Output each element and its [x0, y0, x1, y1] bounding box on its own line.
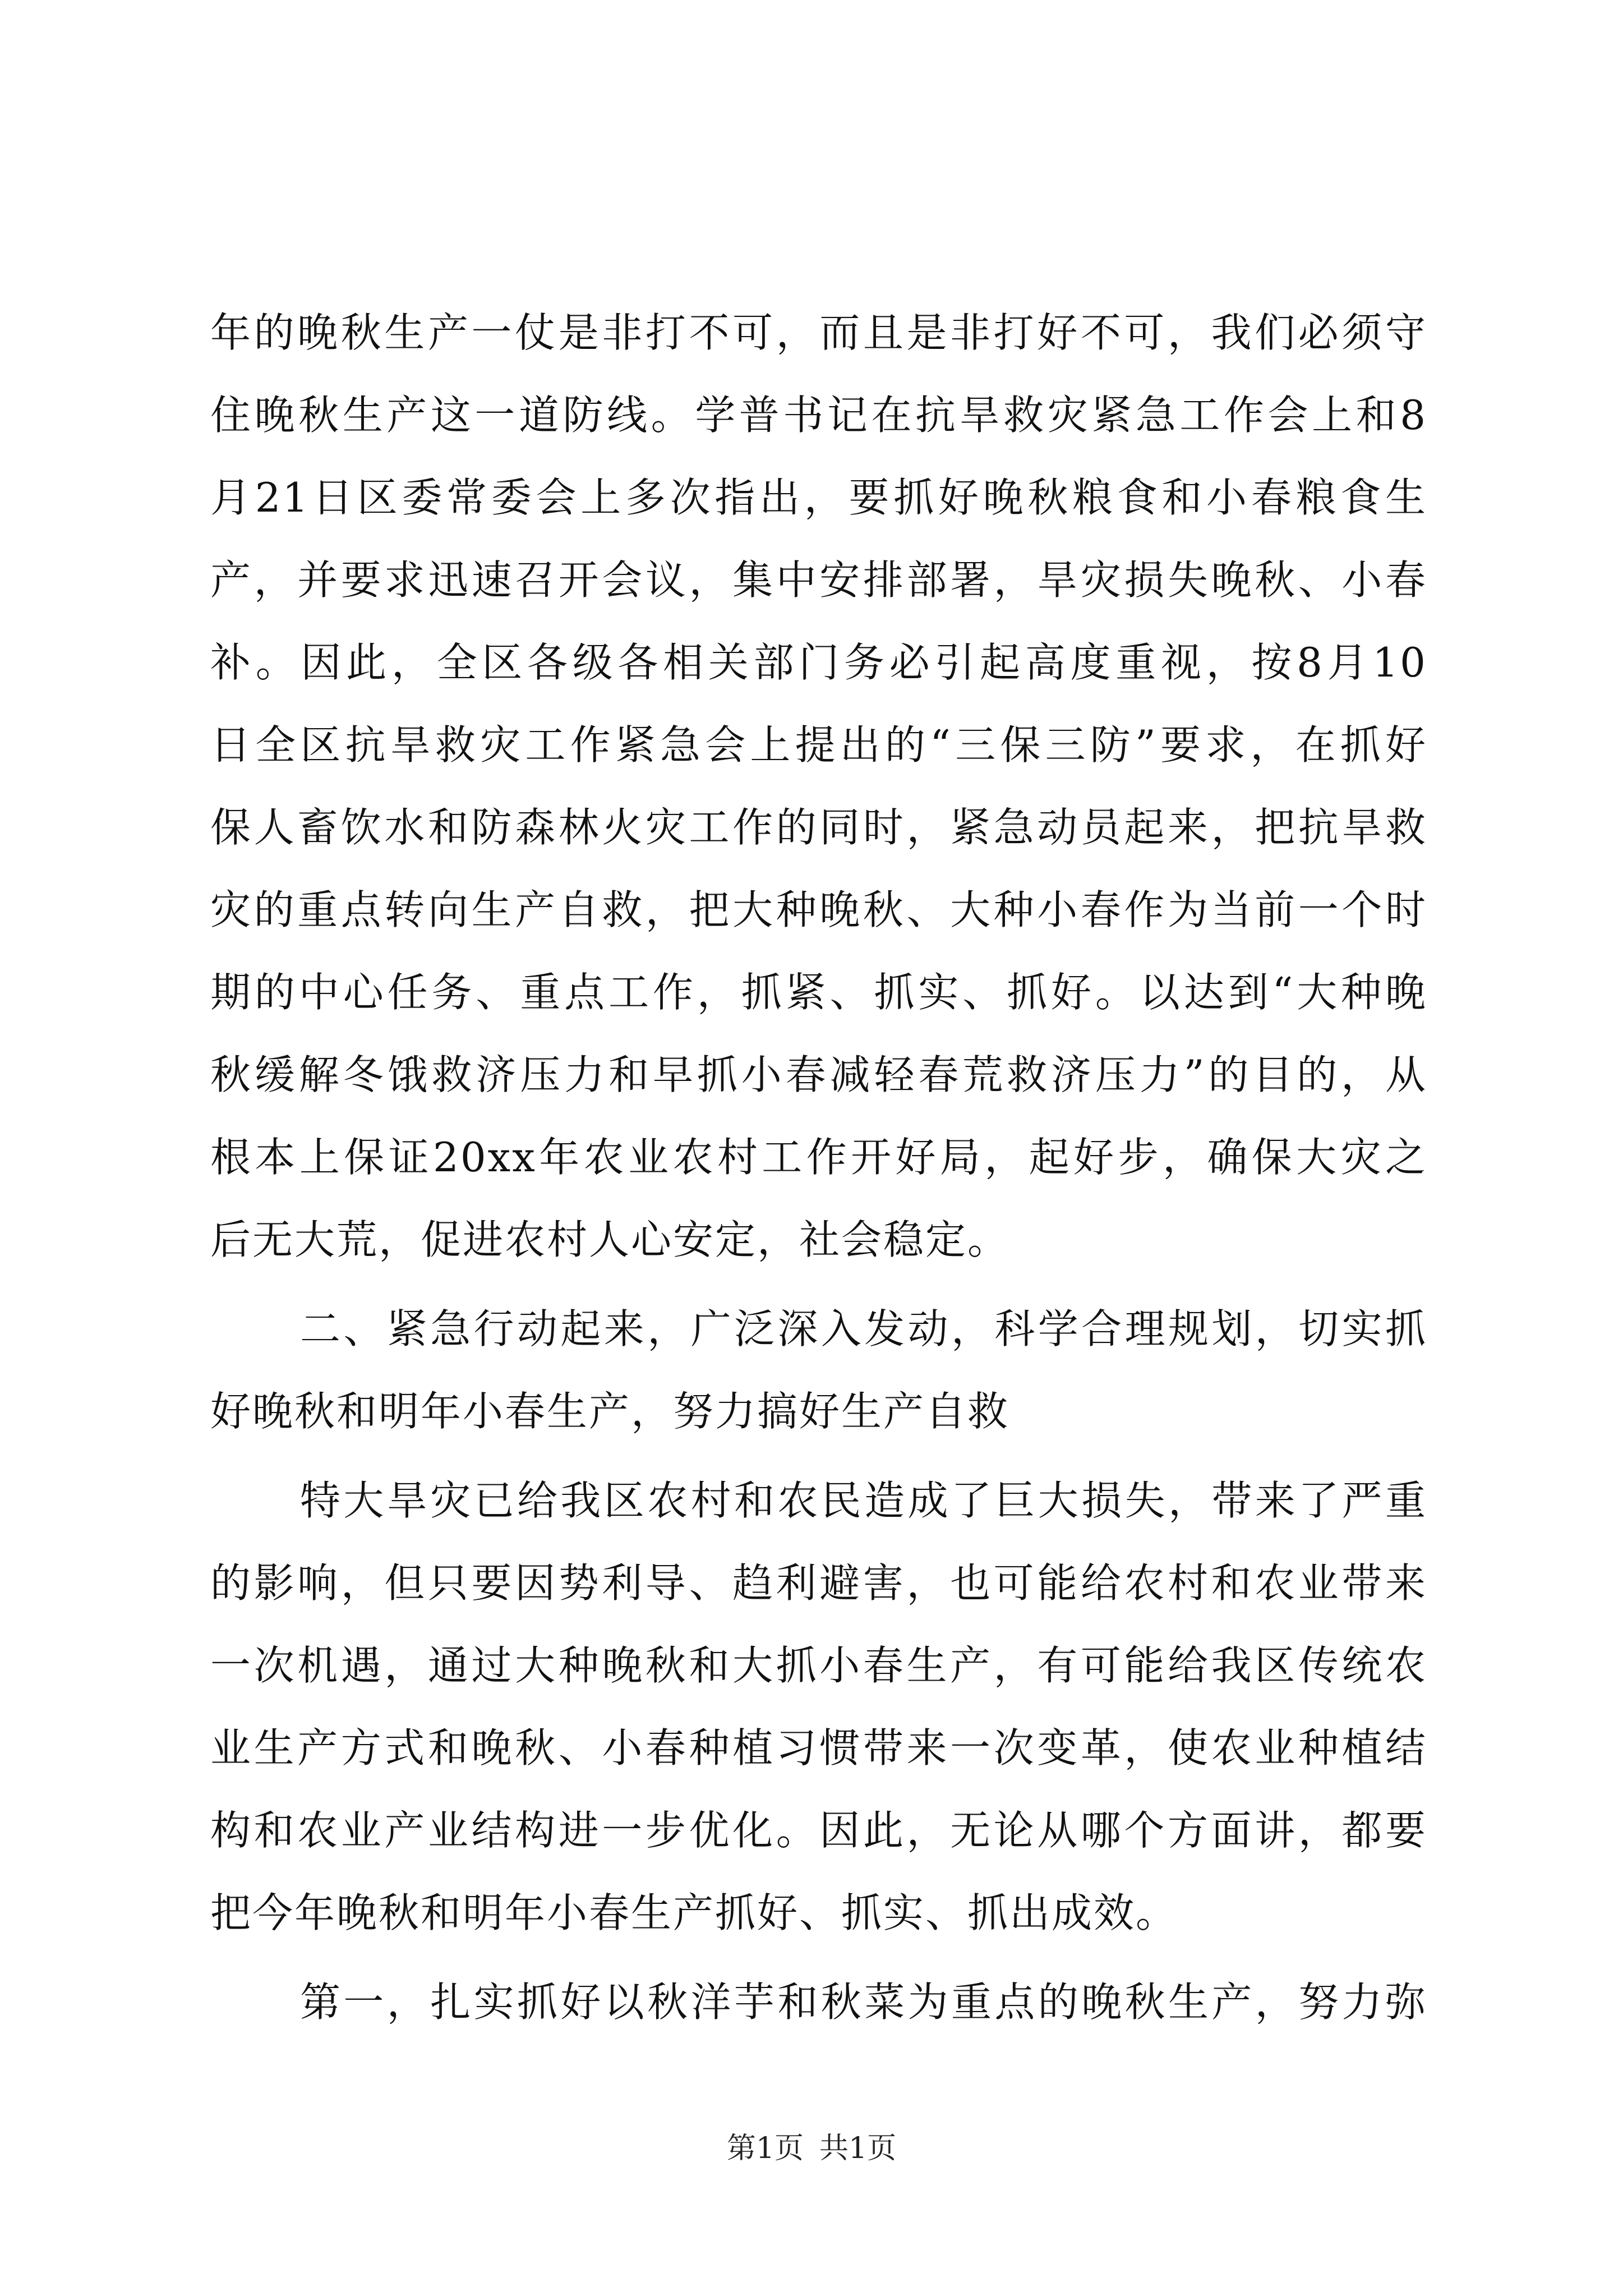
text-line: 住晚秋生产这一道防线。学普书记在抗旱救灾紧急工作会上和8 — [210, 392, 1427, 439]
paragraph-gap — [210, 1453, 1427, 1460]
page-total: 共1页 — [819, 2132, 897, 2165]
text-line: 业生产方式和晚秋、小春种植习惯带来一次变革，使农业种植结 — [210, 1724, 1427, 1772]
text-line: 月21日区委常委会上多次指出，要抓好晚秋粮食和小春粮食生 — [210, 474, 1427, 521]
text-line: 年的晚秋生产一仗是非打不可，而且是非打好不可，我们必须守 — [210, 309, 1427, 356]
section-heading-line: 好晚秋和明年小春生产，努力搞好生产自救 — [210, 1388, 1010, 1435]
paragraph-gap — [210, 1281, 1427, 1288]
paragraph-gap — [210, 1954, 1427, 1961]
text-line: 一次机遇，通过大种晚秋和大抓小春生产，有可能给我区传统农 — [210, 1642, 1427, 1689]
text-line: 的影响，但只要因势利导、趋利避害，也可能给农村和农业带来 — [210, 1559, 1427, 1607]
text-line: 后无大荒，促进农村人心安定，社会稳定。 — [210, 1216, 1010, 1263]
section-heading-line: 二、紧急行动起来，广泛深入发动，科学合理规划，切实抓 — [300, 1305, 1427, 1352]
text-line: 第一，扎实抓好以秋洋芋和秋菜为重点的晚秋生产，努力弥 — [300, 1978, 1427, 2026]
text-line: 秋缓解冬饿救济压力和早抓小春减轻春荒救济压力”的目的，从 — [210, 1051, 1427, 1098]
page-footer — [0, 2132, 1623, 2165]
text-line: 灾的重点转向生产自救，把大种晚秋、大种小春作为当前一个时 — [210, 886, 1427, 933]
text-line: 根本上保证20xx年农业农村工作开好局，起好步，确保大灾之 — [210, 1134, 1427, 1181]
text-line: 把今年晚秋和明年小春生产抓好、抓实、抓出成效。 — [210, 1889, 1178, 1936]
document-body — [210, 292, 1427, 2044]
text-line: 产，并要求迅速召开会议，集中安排部署，旱灾损失晚秋、小春 — [210, 556, 1427, 604]
text-line: 补。因此，全区各级各相关部门务必引起高度重视，按8月10 — [210, 639, 1427, 686]
page-number: 第1页 — [726, 2132, 804, 2165]
text-line: 期的中心任务、重点工作，抓紧、抓实、抓好。以达到“大种晚 — [210, 969, 1427, 1016]
text-line: 日全区抗旱救灾工作紧急会上提出的“三保三防”要求，在抓好 — [210, 721, 1427, 769]
text-line: 保人畜饮水和防森林火灾工作的同时，紧急动员起来，把抗旱救 — [210, 804, 1427, 851]
text-line: 特大旱灾已给我区农村和农民造成了巨大损失，带来了严重 — [300, 1477, 1427, 1524]
text-line: 构和农业产业结构进一步优化。因此，无论从哪个方面讲，都要 — [210, 1807, 1427, 1854]
